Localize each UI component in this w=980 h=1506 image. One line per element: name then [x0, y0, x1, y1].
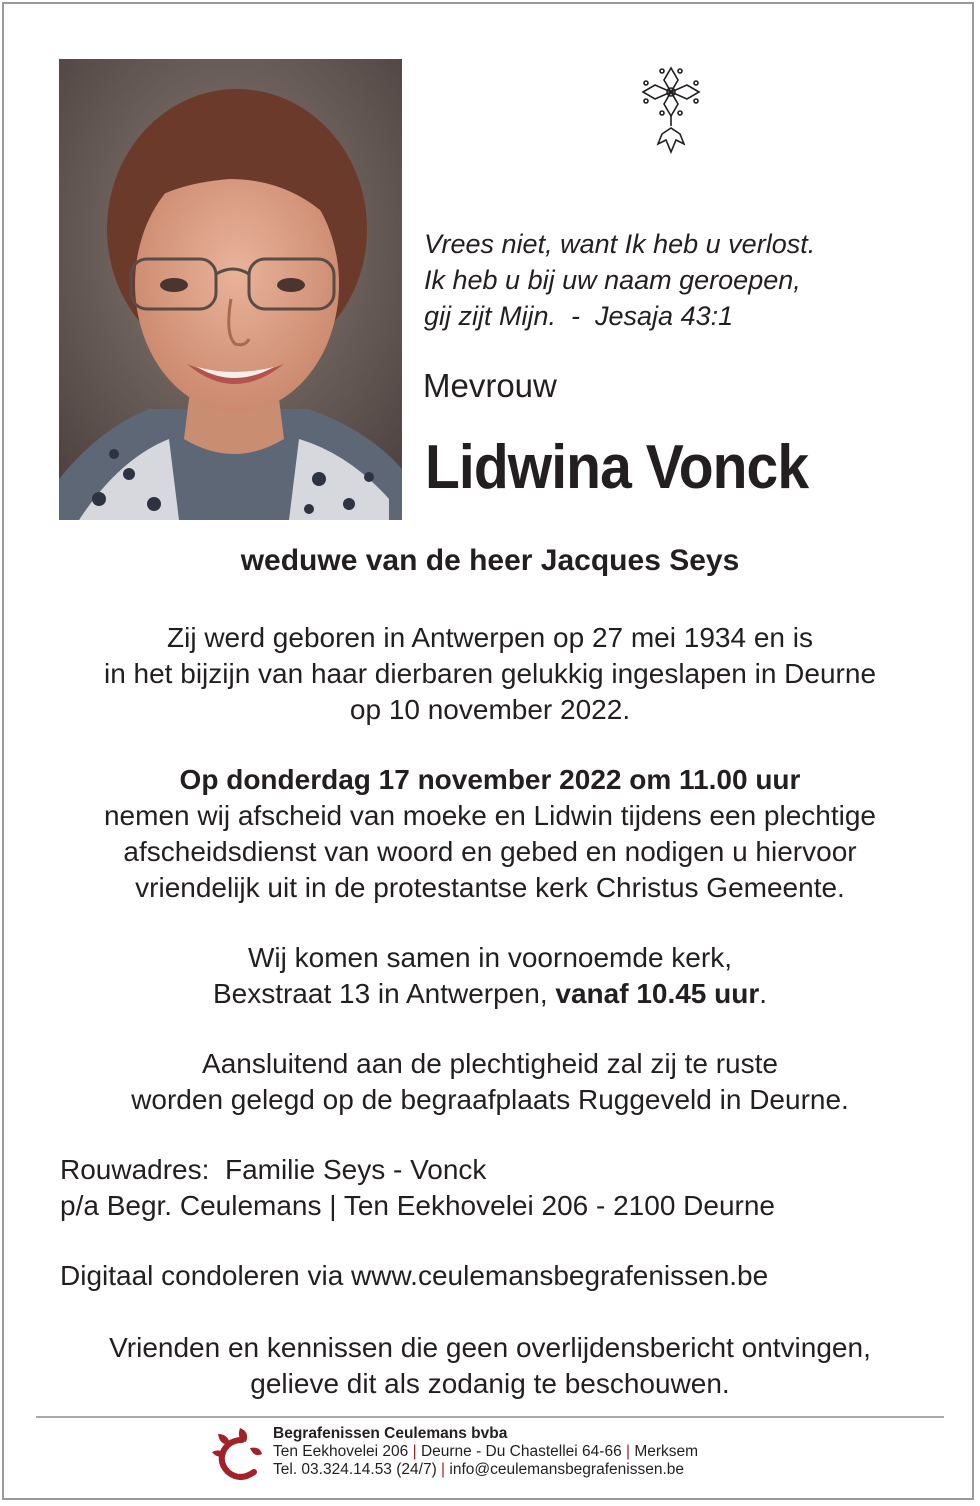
- text-line: Zij werd geboren in Antwerpen op 27 mei 1934 en is: [167, 622, 813, 653]
- gathering-location: Bexstraat 13 in Antwerpen,: [212, 978, 556, 1009]
- huguenot-cross-icon: [640, 62, 702, 158]
- ceremony-paragraph: [0, 762, 980, 906]
- bible-verse: [424, 226, 815, 334]
- address-part: Deurne - Du Chastellei 64-66: [416, 1443, 626, 1460]
- funeral-home-footer: [273, 1425, 698, 1479]
- address-part: Ten Eekhovelei 206: [273, 1443, 413, 1460]
- mourning-address: [60, 1152, 775, 1224]
- notice-paragraph: [0, 1330, 980, 1402]
- salutation: Mevrouw: [423, 367, 557, 404]
- text-line: afscheidsdienst van woord en gebed en nodigen u hiervoor: [123, 836, 857, 867]
- company-name: Begrafenissen Ceulemans bvba: [273, 1425, 508, 1442]
- text-line: nemen wij afscheid van moeke en Lidwin tijdens een plechtige: [103, 800, 877, 831]
- address-part: Merksem: [630, 1443, 699, 1460]
- footer-divider: [36, 1416, 944, 1418]
- funeral-home-logo-icon: [210, 1424, 266, 1482]
- text-line: Aansluitend aan de plechtigheid zal zij te ruste: [202, 1048, 778, 1079]
- company-address: [273, 1443, 698, 1461]
- birth-paragraph: [0, 620, 980, 728]
- text-line: worden gelegd op de begraafplaats Ruggeveld in Deurne.: [131, 1084, 849, 1115]
- separator: |: [441, 1461, 446, 1478]
- separator: |: [412, 1443, 417, 1460]
- text-line: Rouwadres: Familie Seys - Vonck: [60, 1154, 487, 1185]
- phone: Tel. 03.324.14.53 (24/7): [273, 1461, 442, 1478]
- text-line: gelieve dit als zodanig te beschouwen.: [250, 1368, 730, 1399]
- text-line: [0, 976, 980, 1012]
- text-line: Vrienden en kennissen die geen overlijdensbericht ontvingen,: [109, 1332, 871, 1363]
- verse-line: gij zijt Mijn. - Jesaja 43:1: [424, 301, 734, 331]
- text-line: Wij komen samen in voornoemde kerk,: [248, 942, 732, 973]
- gathering-time: vanaf 10.45 uur: [555, 978, 760, 1009]
- text-line: p/a Begr. Ceulemans | Ten Eekhovelei 206 - 2100 Deurne: [60, 1190, 775, 1221]
- gathering-paragraph: [0, 940, 980, 1012]
- condolence-line: Digitaal condoleren via www.ceulemansbegrafenissen.be: [60, 1260, 769, 1291]
- punctuation: .: [759, 978, 768, 1009]
- separator: |: [626, 1443, 631, 1460]
- text-line: vriendelijk uit in de protestantse kerk Christus Gemeente.: [135, 872, 845, 903]
- portrait-photo: [59, 59, 402, 520]
- text-line: op 10 november 2022.: [349, 694, 631, 725]
- verse-line: Vrees niet, want Ik heb u verlost.: [424, 229, 816, 259]
- deceased-name: Lidwina Vonck: [425, 433, 809, 502]
- company-contact: [273, 1461, 698, 1479]
- text-line: in het bijzijn van haar dierbaren gelukkig ingeslapen in Deurne: [103, 658, 877, 689]
- ceremony-date: Op donderdag 17 november 2022 om 11.00 uur: [179, 764, 801, 795]
- widow-of: weduwe van de heer Jacques Seys: [240, 544, 740, 577]
- burial-paragraph: [0, 1046, 980, 1118]
- verse-line: Ik heb u bij uw naam geroepen,: [424, 265, 801, 295]
- email: info@ceulemansbegrafenissen.be: [445, 1461, 684, 1478]
